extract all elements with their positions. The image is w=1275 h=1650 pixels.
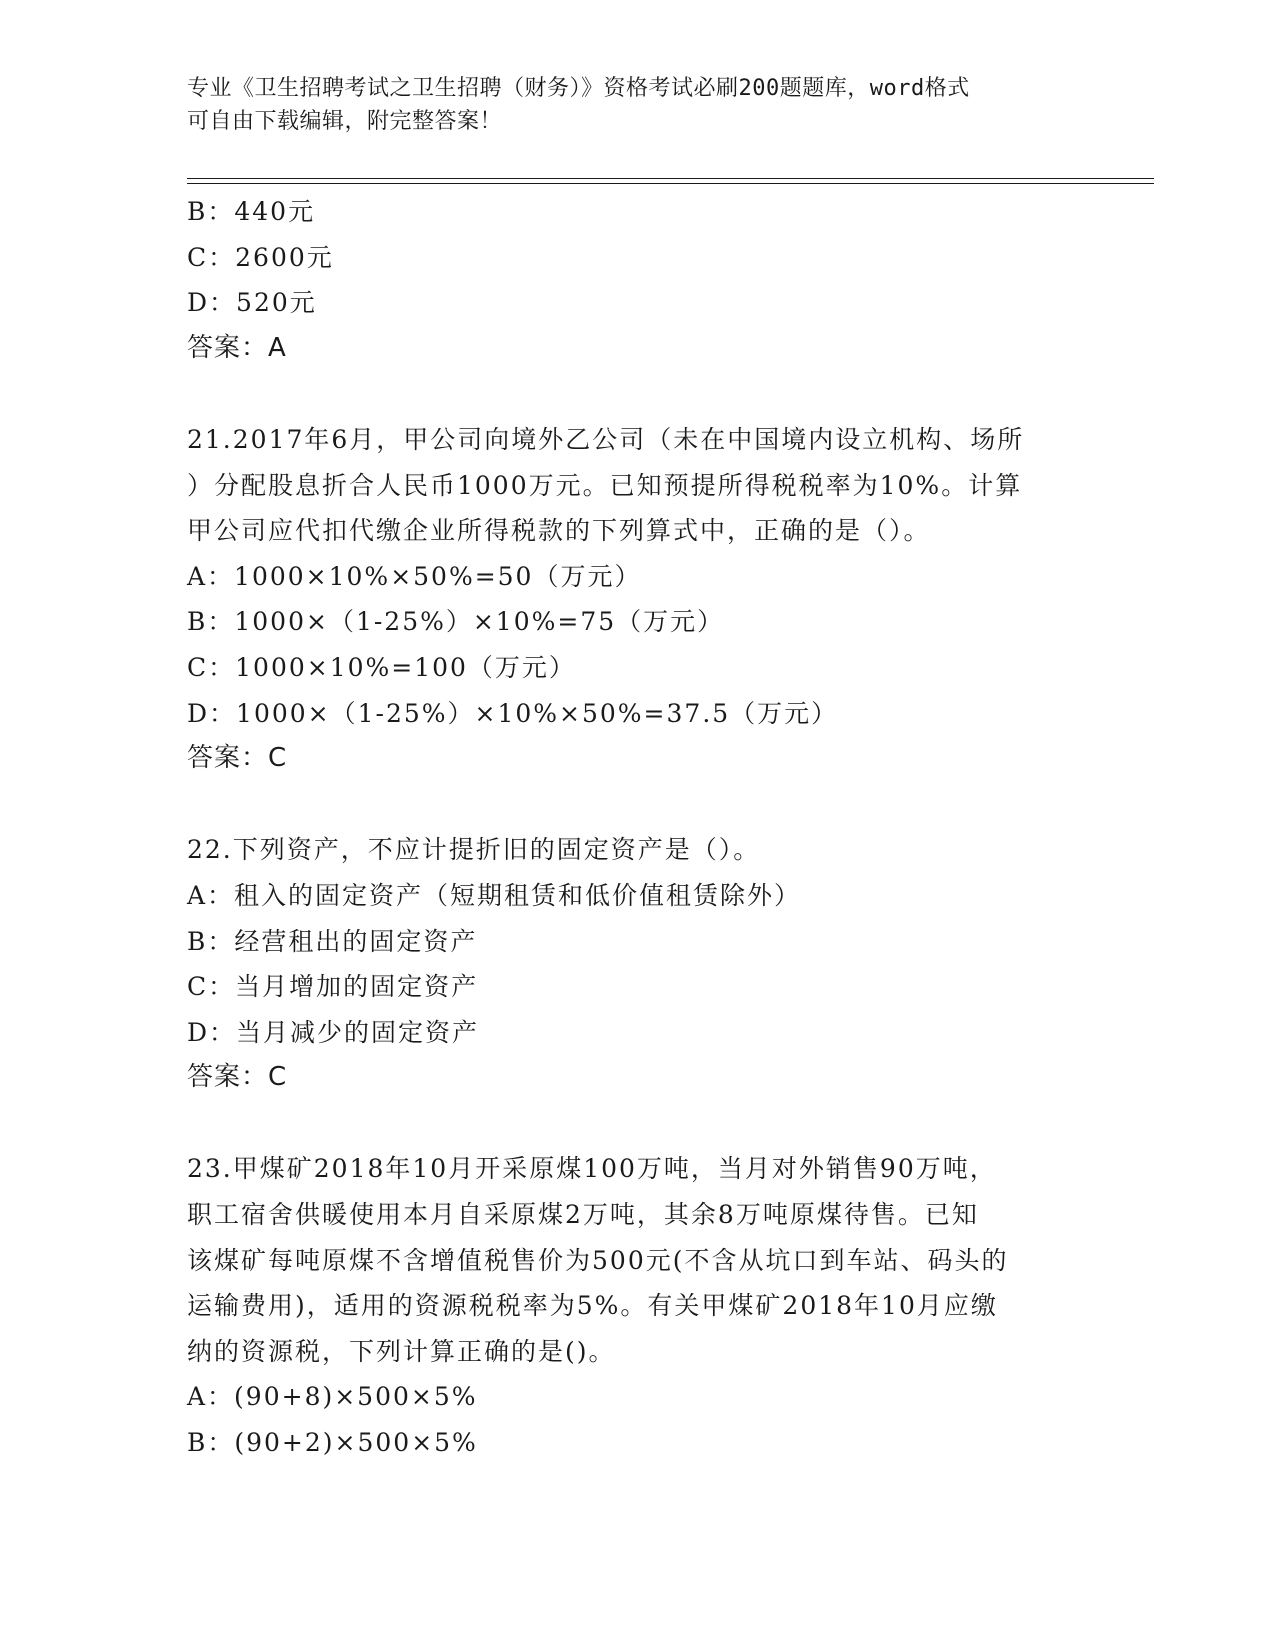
question-text: 职工宿舍供暖使用本月自采原煤2万吨，其余8万吨原煤待售。已知	[187, 1200, 979, 1230]
header-line-2: 可自由下载编辑，附完整答案！	[187, 109, 503, 134]
question-text: 运输费用)，适用的资源税税率为5%。有关甲煤矿2018年10月应缴	[187, 1291, 998, 1321]
option-b: B：1000×（1-25%）×10%=75（万元）	[187, 607, 725, 637]
header-rule-bottom	[187, 183, 1154, 184]
header-line-1: 专业《卫生招聘考试之卫生招聘（财务）》资格考试必刷200题题库，word格式	[187, 76, 970, 101]
spacer	[187, 782, 1087, 828]
question-text: 该煤矿每吨原煤不含增值税售价为500元(不含从坑口到车站、码头的	[187, 1245, 1009, 1275]
answer: 答案：C	[187, 1062, 288, 1093]
document-body	[187, 189, 1087, 1466]
answer: 答案：C	[187, 743, 288, 774]
question-20-tail	[187, 189, 1087, 371]
option-a: A：1000×10%×50%=50（万元）	[187, 561, 642, 591]
question-text: 纳的资源税，下列计算正确的是()。	[187, 1336, 616, 1366]
option-c: C：2600元	[187, 242, 334, 272]
option-d: D：1000×（1-25%）×10%×50%=37.5（万元）	[187, 698, 839, 728]
option-d: D：当月减少的固定资产	[187, 1017, 480, 1047]
question-text: 21.2017年6月，甲公司向境外乙公司（未在中国境内设立机构、场所	[187, 424, 1025, 454]
option-d: D：520元	[187, 288, 317, 318]
question-21	[187, 417, 1087, 782]
spacer	[187, 1101, 1087, 1147]
spacer	[187, 371, 1087, 417]
question-23	[187, 1146, 1087, 1465]
question-text: 22.下列资产，不应计提折旧的固定资产是（）。	[187, 835, 761, 865]
option-a: A：租入的固定资产（短期租赁和低价值租赁除外）	[187, 880, 802, 910]
question-text: ）分配股息折合人民币1000万元。已知预提所得税税率为10%。计算	[187, 470, 1023, 500]
option-c: C：当月增加的固定资产	[187, 972, 479, 1002]
option-a: A：(90+8)×500×5%	[187, 1382, 478, 1412]
option-b: B：440元	[187, 197, 316, 226]
question-text: 23.甲煤矿2018年10月开采原煤100万吨，当月对外销售90万吨，	[187, 1154, 997, 1184]
option-b: B：(90+2)×500×5%	[187, 1428, 478, 1458]
option-c: C：1000×10%=100（万元）	[187, 652, 576, 682]
option-b: B：经营租出的固定资产	[187, 926, 478, 956]
question-22	[187, 827, 1087, 1101]
question-text: 甲公司应代扣代缴企业所得税款的下列算式中，正确的是（）。	[187, 516, 931, 546]
page-header	[187, 72, 1087, 138]
header-rule-top	[187, 178, 1154, 179]
answer: 答案：A	[187, 332, 287, 363]
